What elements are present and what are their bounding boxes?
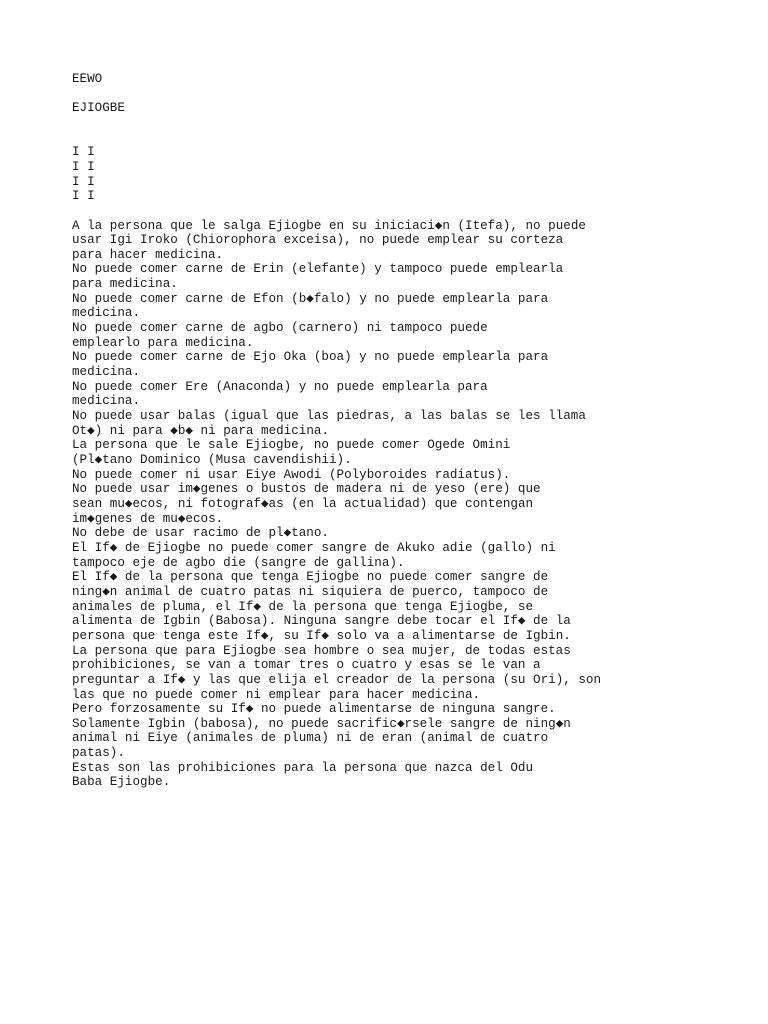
body-line: El If◆ de la persona que tenga Ejiogbe no puede comer sangre de	[72, 570, 549, 585]
body-line: No puede usar balas (igual que las piedras, a las balas se les llama	[72, 409, 586, 424]
odu-mark-line: I I	[72, 189, 95, 204]
body-line: Estas son las prohibiciones para la persona que nazca del Odu	[72, 760, 534, 775]
body-line: alimenta de Igbin (Babosa). Ninguna sangre debe tocar el If◆ de la	[72, 614, 571, 629]
body-line: medicina.	[72, 306, 141, 321]
body-line: medicina.	[72, 365, 141, 380]
body-line: No puede comer carne de Ejo Oka (boa) y no puede emplearla para	[72, 350, 549, 365]
body-line: No puede comer carne de agbo (carnero) ni tampoco puede	[72, 321, 488, 336]
body-line: No puede comer carne de Erin (elefante) y tampoco puede emplearla	[72, 262, 564, 277]
odu-mark-line: I I	[72, 174, 95, 189]
body-line: No puede comer Ere (Anaconda) y no puede emplearla para	[72, 379, 488, 394]
odu-mark-line: I I	[72, 145, 95, 160]
document-heading-ejiogbe: EJIOGBE	[72, 101, 125, 116]
body-line: No puede comer carne de Efon (b◆falo) y no puede emplearla para	[72, 291, 549, 306]
body-line: La persona que para Ejiogbe sea hombre o sea mujer, de todas estas	[72, 643, 571, 658]
body-line: tampoco eje de agbo die (sangre de gallina).	[72, 555, 405, 570]
body-line: El If◆ de Ejiogbe no puede comer sangre de Akuko adie (gallo) ni	[72, 540, 556, 555]
body-line: La persona que le sale Ejiogbe, no puede comer Ogede Omini	[72, 438, 511, 453]
odu-mark-line: I I	[72, 159, 95, 174]
body-line: sean mu◆ecos, ni fotograf◆as (en la actualidad) que contengan	[72, 496, 534, 511]
body-line: No puede usar im◆genes o bustos de madera ni de yeso (ere) que	[72, 482, 541, 497]
body-line: patas).	[72, 746, 125, 761]
document-body	[72, 219, 732, 791]
body-line: im◆genes de mu◆ecos.	[72, 511, 224, 526]
body-line: prohibiciones, se van a tomar tres o cuatro y esas se le van a	[72, 658, 541, 673]
document-heading-eewo: EEWO	[72, 72, 103, 86]
body-line: medicina.	[72, 394, 141, 409]
body-line: las que no puede comer ni emplear para hacer medicina.	[72, 687, 481, 702]
body-line: No puede comer ni usar Eiye Awodi (Polyboroides radiatus).	[72, 467, 511, 482]
document-page	[72, 72, 732, 790]
body-line: (Pl◆tano Dominico (Musa cavendishii).	[72, 453, 352, 468]
body-line: Ot◆) ni para ◆b◆ ni para medicina.	[72, 423, 330, 438]
body-line: para medicina.	[72, 277, 178, 292]
body-line: No debe de usar racimo de pl◆tano.	[72, 526, 329, 541]
body-line: ning◆n animal de cuatro patas ni siquiera de puerco, tampoco de	[72, 584, 549, 599]
body-line: para hacer medicina.	[72, 247, 224, 262]
body-line: Baba Ejiogbe.	[72, 775, 171, 790]
body-line: animal ni Eiye (animales de pluma) ni de eran (animal de cuatro	[72, 731, 549, 746]
body-line: Solamente Igbin (babosa), no puede sacrific◆rsele sangre de ning◆n	[72, 716, 571, 731]
body-line: usar Igi Iroko (Chiorophora exceisa), no puede emplear su corteza	[72, 233, 564, 248]
body-line: A la persona que le salga Ejiogbe en su iniciaci◆n (Itefa), no puede	[72, 218, 586, 233]
body-line: preguntar a If◆ y las que elija el creador de la persona (su Ori), son	[72, 672, 602, 687]
body-line: persona que tenga este If◆, su If◆ solo va a alimentarse de Igbin.	[72, 628, 571, 643]
body-line: animales de pluma, el If◆ de la persona que tenga Ejiogbe, se	[72, 599, 534, 614]
body-line: Pero forzosamente su If◆ no puede alimentarse de ninguna sangre.	[72, 702, 556, 717]
body-line: emplearlo para medicina.	[72, 335, 254, 350]
odu-marks	[72, 145, 732, 204]
